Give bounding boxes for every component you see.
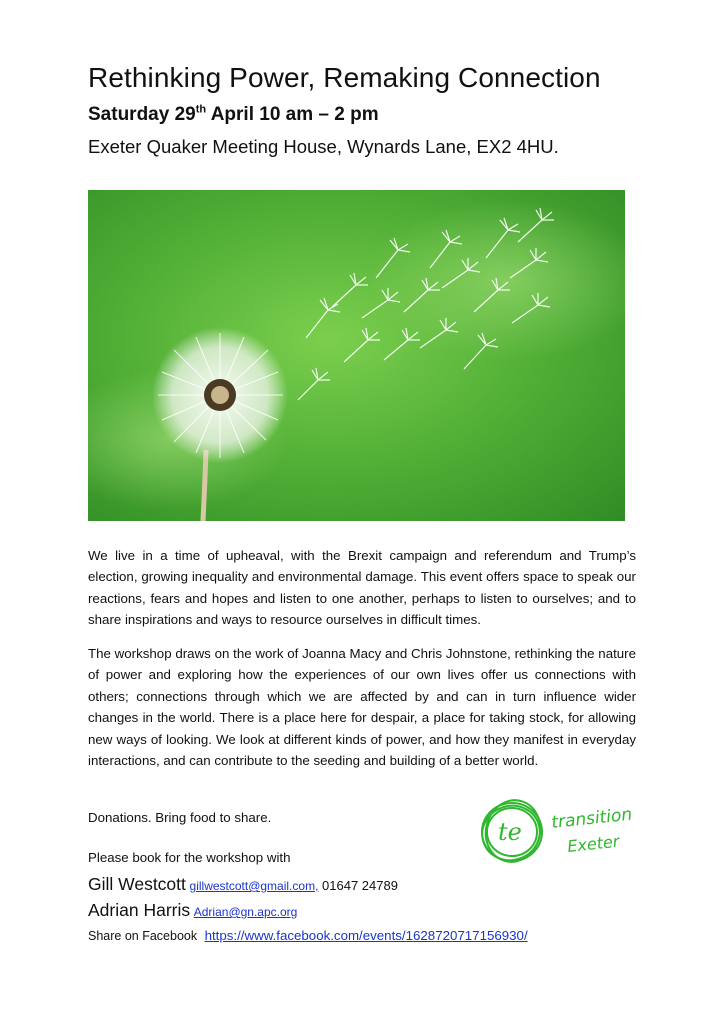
date-time: April 10 am – 2 pm	[206, 104, 379, 125]
facebook-label: Share on Facebook	[88, 929, 198, 943]
date-ordinal: th	[195, 103, 207, 116]
logo-line-2: Exeter	[566, 831, 621, 856]
contact-email-link[interactable]: Adrian@gn.apc.org	[193, 905, 298, 919]
logo-mark-text: te	[498, 818, 522, 846]
contact-email-link[interactable]: gillwestcott@gmail.com,	[189, 879, 319, 893]
contact-phone: 01647 24789	[322, 878, 398, 893]
donations-paragraph: Donations. Bring food to share.	[88, 810, 272, 825]
facebook-event-link[interactable]: https://www.facebook.com/events/1628720717156930/	[204, 928, 528, 943]
booking-intro: Please book for the workshop with	[88, 850, 291, 865]
facebook-share	[88, 928, 528, 943]
contact-name: Gill Westcott	[88, 874, 186, 894]
contact-name: Adrian Harris	[88, 900, 191, 920]
transition-exeter-logo	[472, 792, 642, 872]
event-venue: Exeter Quaker Meeting House, Wynards Lane, EX2 4HU.	[88, 136, 559, 157]
dandelion-photo	[88, 190, 625, 521]
intro-paragraph: We live in a time of upheaval, with the Brexit campaign and referendum and Trump’s election, growing inequality and environmental damage. This event offers space to speak our reactions, fears and hopes and listen to one another, perhaps to listen to ourselves; and to share inspirations and ways to resource ourselves in difficult times.	[88, 548, 636, 628]
logo-line-1: transition	[550, 804, 634, 833]
date-prefix: Saturday 29	[88, 104, 196, 125]
workshop-paragraph: The workshop draws on the work of Joanna Macy and Chris Johnstone, rethinking the nature of power and exploring how the experiences of our own lives offer us connections with others; connections through which we are affected by and can in turn influence wider changes in the world. There is a place here for despair, a place for taking stock, for allowing new ways of looking. We look at different kinds of power, and how they manifest in everyday interactions, and can contribute to the seeding and building of a better world.	[88, 646, 636, 769]
event-date	[88, 104, 379, 126]
contact-gill	[88, 874, 398, 895]
contact-adrian	[88, 900, 297, 921]
event-title: Rethinking Power, Remaking Connection	[88, 62, 601, 93]
